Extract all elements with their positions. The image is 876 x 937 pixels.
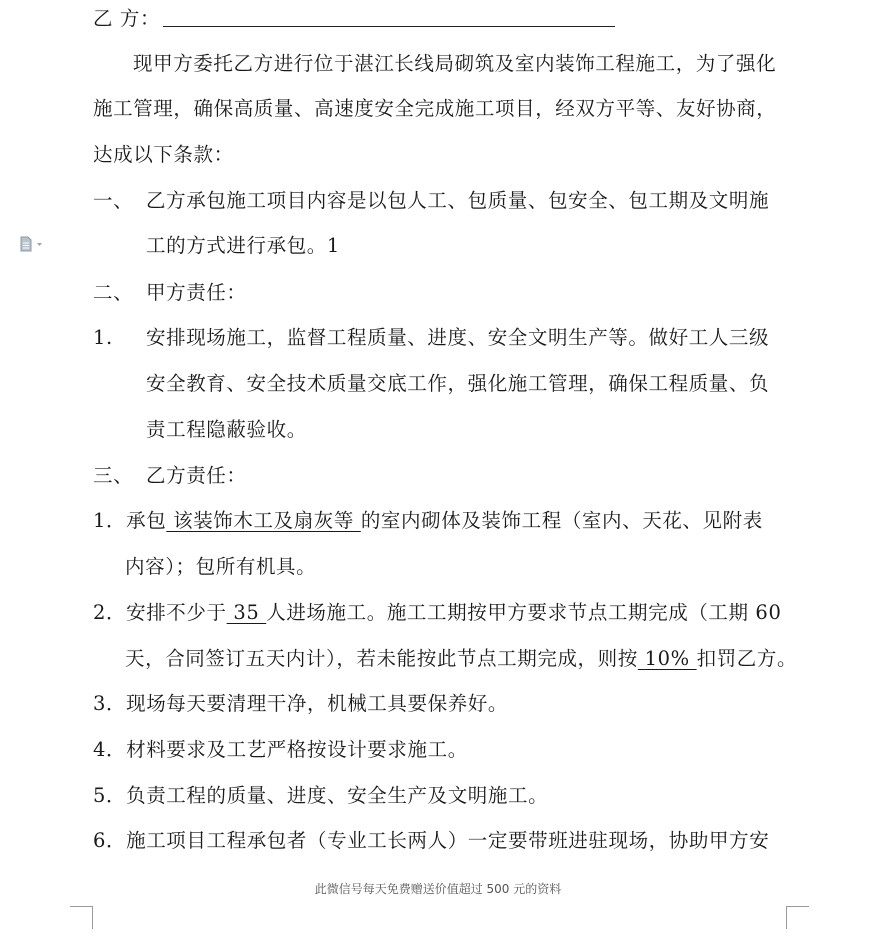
clause-3-item-3: 3．现场每天要清理干净，机械工具要保养好。 <box>93 692 509 715</box>
party-b-blank-line <box>163 26 615 27</box>
page-corner-mark-right <box>786 906 809 929</box>
party-b-label: 乙 方： <box>93 7 161 30</box>
clause-1-line-2: 工的方式进行承包。1 <box>146 234 340 257</box>
intro-line-2: 施工管理，确保高质量、高速度安全完成施工项目，经双方平等、友好协商， <box>93 97 777 120</box>
clause-3-item-2-line-1 <box>93 601 781 625</box>
item-2-worker-count: 35 <box>226 601 267 624</box>
clause-2-item-1-line-2: 安全教育、安全技术质量交底工作，强化施工管理，确保工程质量、负 <box>146 372 770 395</box>
clause-1-line-1: 乙方承包施工项目内容是以包人工、包质量、包安全、包工期及文明施 <box>146 189 770 212</box>
intro-line-1: 现甲方委托乙方进行位于湛江长线局砌筑及室内装饰工程施工，为了强化 <box>133 52 777 75</box>
item-2-suffix: 人进场施工。施工工期按甲方要求节点工期完成（工期 60 <box>266 601 782 624</box>
clause-2-item-1-line-1: 安排现场施工，监督工程质量、进度、安全文明生产等。做好工人三级 <box>146 326 770 349</box>
clause-3-item-1-line-2: 内容）；包所有机具。 <box>125 555 317 578</box>
intro-line-3: 达成以下条款： <box>93 143 234 166</box>
clause-2-item-1-line-3: 责工程隐蔽验收。 <box>146 418 307 441</box>
clause-3-item-6: 6．施工项目工程承包者（专业工长两人）一定要带班进驻现场，协助甲方安 <box>93 829 770 852</box>
item-2-penalty-rate: 10% <box>637 647 697 670</box>
clause-3-item-5: 5．负责工程的质量、进度、安全生产及文明施工。 <box>93 784 549 807</box>
clause-1-number: 一、 <box>93 189 134 212</box>
footer-note: 此微信号每天免费赠送价值超过 500 元的资料 <box>314 882 562 896</box>
item-2-line-2-prefix: 天，合同签订五天内计），若未能按此节点工期完成，则按 <box>125 647 638 670</box>
clause-3-title: 乙方责任： <box>146 464 247 487</box>
page-corner-mark-left <box>70 906 93 929</box>
clause-2-title: 甲方责任： <box>146 281 247 304</box>
clause-3-number: 三、 <box>93 464 134 487</box>
clause-2-item-1-number: 1. <box>93 326 113 349</box>
clause-3-item-2-line-2 <box>125 647 797 671</box>
item-1-fill-in: 该装饰木工及扇灰等 <box>166 509 361 532</box>
clause-3-item-1-line-1 <box>93 509 763 533</box>
item-1-suffix: 的室内砌体及装饰工程（室内、天花、见附表 <box>360 509 763 532</box>
clause-2-number: 二、 <box>93 281 134 304</box>
document-dropdown-icon[interactable] <box>18 235 48 253</box>
clause-3-item-4: 4．材料要求及工艺严格按设计要求施工。 <box>93 738 468 761</box>
item-2-prefix: 2．安排不少于 <box>93 601 227 624</box>
item-1-prefix: 1．承包 <box>93 509 167 532</box>
item-2-line-2-suffix: 扣罚乙方。 <box>696 647 798 670</box>
